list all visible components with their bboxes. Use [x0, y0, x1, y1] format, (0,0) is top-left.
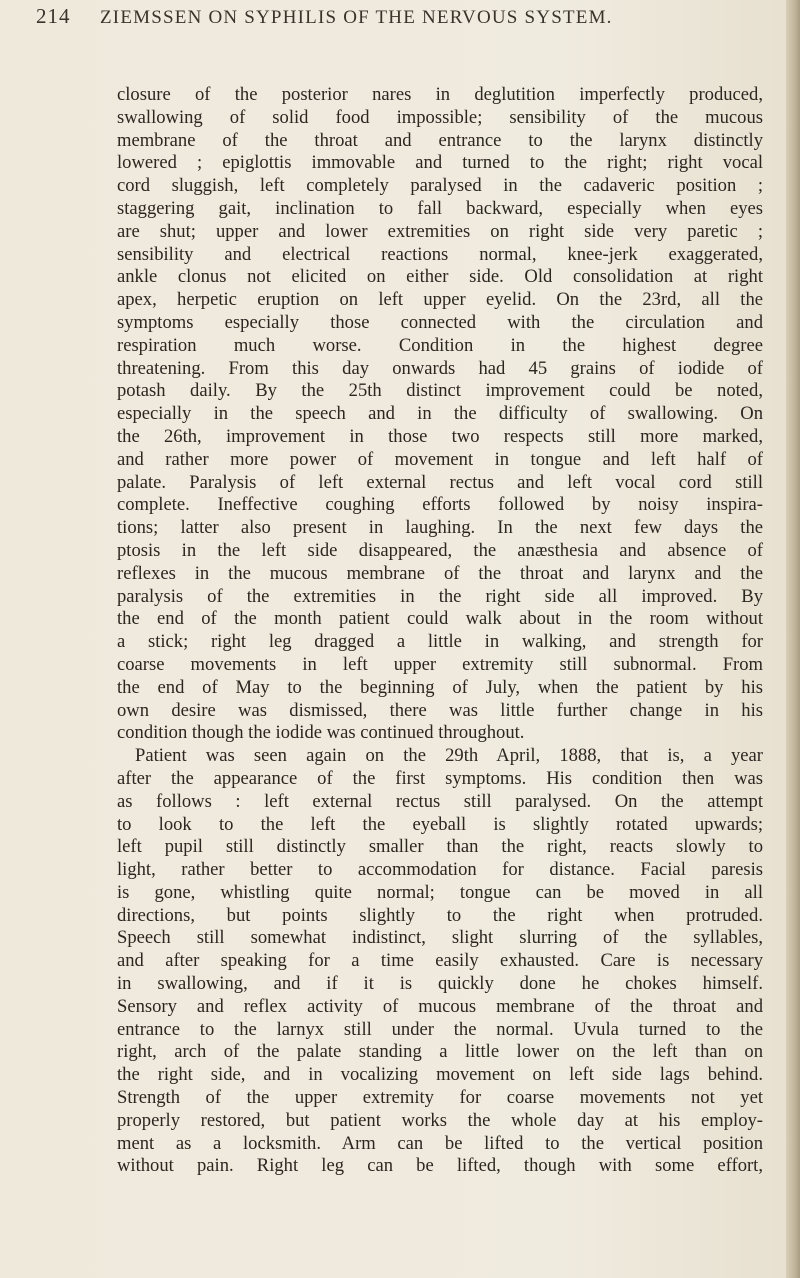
text-line: ankle clonus not elicited on either side. Old consolidation at right: [117, 266, 763, 288]
text-line: ment as a locksmith. Arm can be lifted to the vertical position: [117, 1132, 763, 1154]
text-line: especially in the speech and in the difficulty of swallowing. On: [117, 403, 763, 425]
text-line: Strength of the upper extremity for coarse movements not yet: [117, 1087, 763, 1109]
text-line: the 26th, improvement in those two respects still more marked,: [117, 425, 763, 447]
text-line: membrane of the throat and entrance to the larynx distinctly: [117, 129, 763, 151]
page-edge: [786, 0, 800, 1278]
text-line: paralysis of the extremities in the right side all improved. By: [117, 585, 763, 607]
text-line: potash daily. By the 25th distinct improvement could be noted,: [117, 380, 763, 402]
text-line: the end of May to the beginning of July, when the patient by his: [117, 676, 763, 698]
text-line: apex, herpetic eruption on left upper eyelid. On the 23rd, all the: [117, 289, 763, 311]
text-line: reflexes in the mucous membrane of the throat and larynx and the: [117, 562, 763, 584]
body-text: [117, 84, 763, 1178]
text-line: condition though the iodide was continued throughout.: [117, 722, 525, 744]
page-number: 214: [36, 4, 71, 28]
text-line: complete. Ineffective coughing efforts followed by noisy inspira-: [117, 494, 763, 516]
text-line: swallowing of solid food impossible; sensibility of the mucous: [117, 106, 763, 128]
text-line: and after speaking for a time easily exhausted. Care is necessary: [117, 950, 763, 972]
text-line: entrance to the larnyx still under the normal. Uvula turned to the: [117, 1018, 763, 1040]
text-line: sensibility and electrical reactions normal, knee-jerk exaggerated,: [117, 243, 763, 265]
text-line: lowered ; epiglottis immovable and turned to the right; right vocal: [117, 152, 763, 174]
text-line: left pupil still distinctly smaller than the right, reacts slowly to: [117, 836, 763, 858]
running-header: [36, 4, 736, 34]
text-line: right, arch of the palate standing a little lower on the left than on: [117, 1041, 763, 1063]
text-line: light, rather better to accommodation for distance. Facial paresis: [117, 859, 763, 881]
text-line: in swallowing, and if it is quickly done he chokes himself.: [117, 973, 763, 995]
text-line: closure of the posterior nares in deglutition imperfectly produced,: [117, 84, 763, 105]
text-line: is gone, whistling quite normal; tongue can be moved in all: [117, 881, 763, 903]
text-line: symptoms especially those connected with the circulation and: [117, 311, 763, 333]
text-line: cord sluggish, left completely paralysed in the cadaveric position ;: [117, 175, 763, 197]
text-line: staggering gait, inclination to fall backward, especially when eyes: [117, 197, 763, 219]
text-line: are shut; upper and lower extremities on right side very paretic ;: [117, 220, 763, 242]
text-line: a stick; right leg dragged a little in walking, and strength for: [117, 631, 763, 653]
text-line: coarse movements in left upper extremity still subnormal. From: [117, 653, 763, 675]
text-line: and rather more power of movement in tongue and left half of: [117, 448, 763, 470]
text-line: tions; latter also present in laughing. In the next few days the: [117, 517, 763, 539]
text-line: ptosis in the left side disappeared, the anæsthesia and absence of: [117, 539, 763, 561]
text-line: without pain. Right leg can be lifted, though with some effort,: [117, 1155, 763, 1177]
text-line: to look to the left the eyeball is slightly rotated upwards;: [117, 813, 763, 835]
running-title: ZIEMSSEN ON SYPHILIS OF THE NERVOUS SYSTEM.: [100, 7, 613, 28]
text-line: the end of the month patient could walk about in the room without: [117, 608, 763, 630]
text-line: Sensory and reflex activity of mucous membrane of the throat and: [117, 995, 763, 1017]
text-line: properly restored, but patient works the whole day at his employ-: [117, 1109, 763, 1131]
text-line: threatening. From this day onwards had 45 grains of iodide of: [117, 357, 763, 379]
text-line: directions, but points slightly to the right when protruded.: [117, 904, 763, 926]
text-line: after the appearance of the first symptoms. His condition then was: [117, 767, 763, 789]
text-line: as follows : left external rectus still paralysed. On the attempt: [117, 790, 763, 812]
text-line: own desire was dismissed, there was little further change in his: [117, 699, 763, 721]
text-line: Speech still somewhat indistinct, slight slurring of the syllables,: [117, 927, 763, 949]
text-line: respiration much worse. Condition in the highest degree: [117, 334, 763, 356]
text-line: the right side, and in vocalizing movement on left side lags behind.: [117, 1064, 763, 1086]
text-line: Patient was seen again on the 29th April, 1888, that is, a year: [135, 745, 763, 767]
text-line: palate. Paralysis of left external rectus and left vocal cord still: [117, 471, 763, 493]
